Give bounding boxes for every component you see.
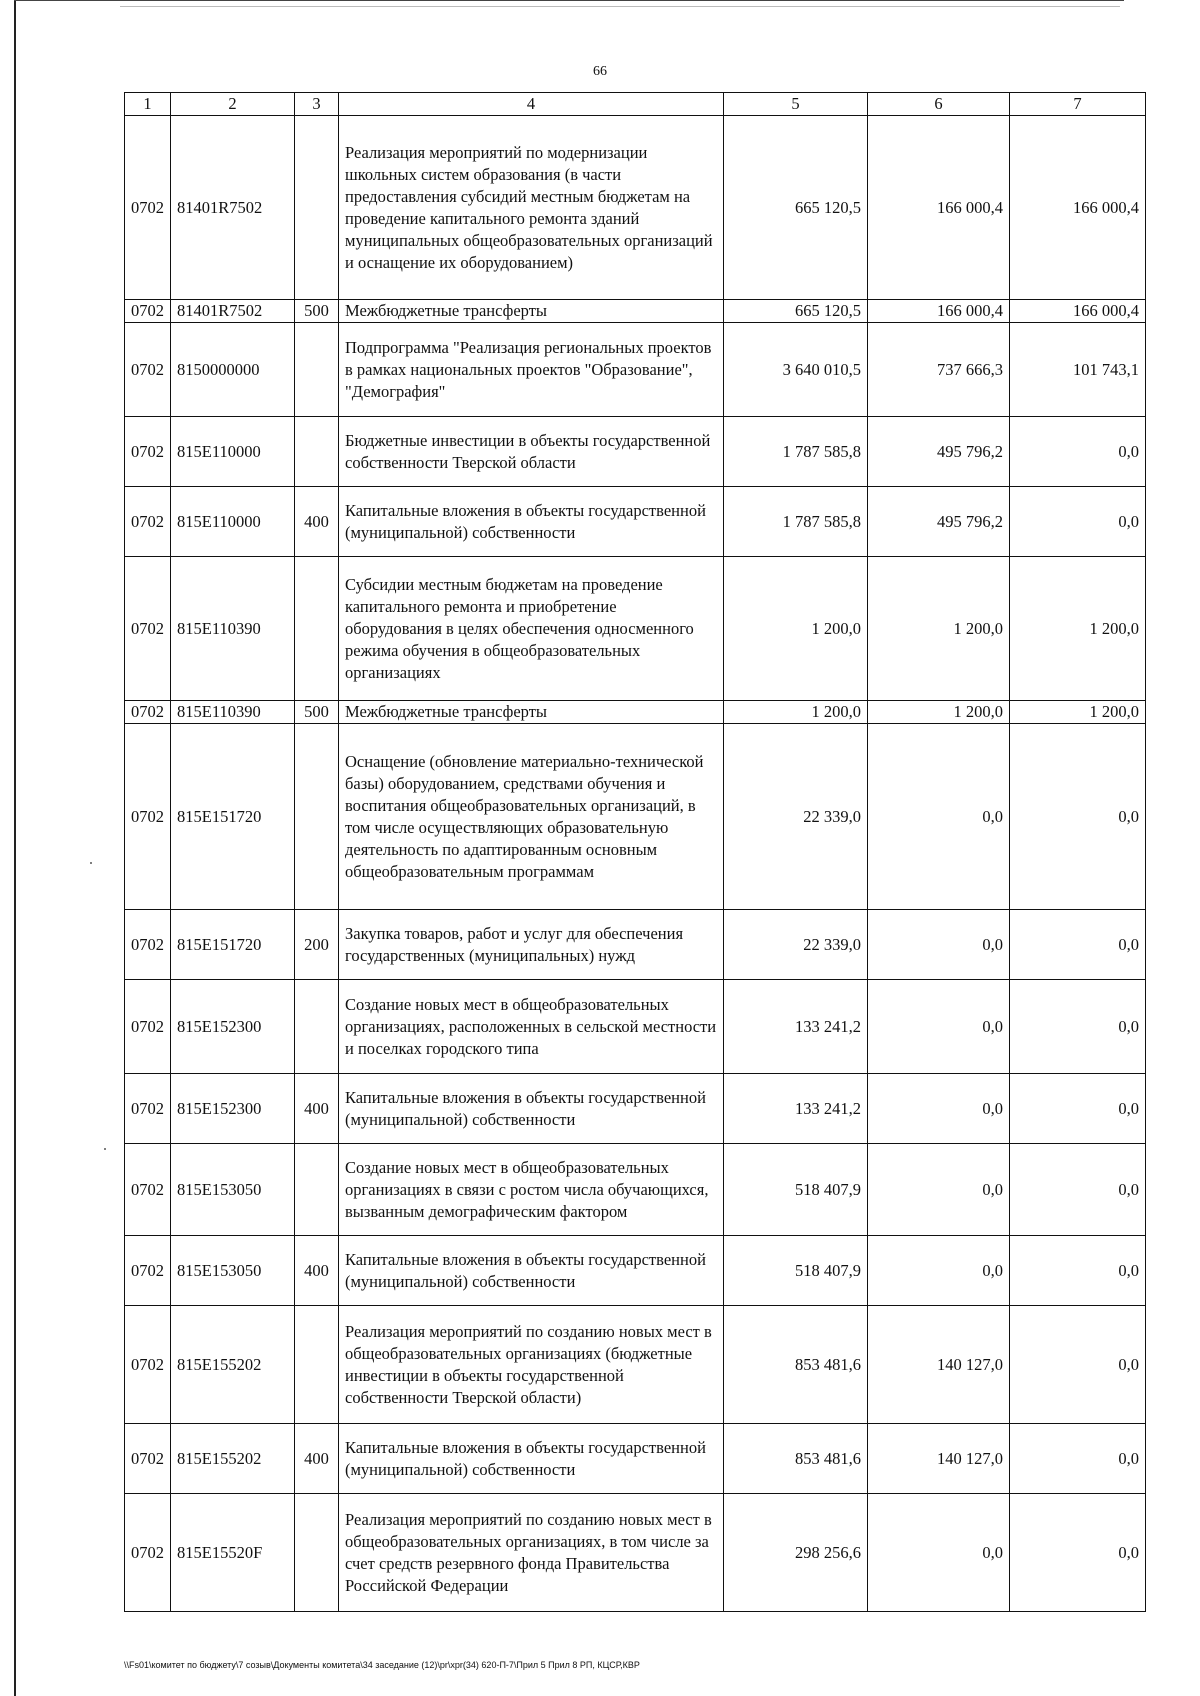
table-row [125,487,1146,557]
table-row [125,980,1146,1074]
header-cell: 1 [125,93,171,116]
scan-top-edge [14,0,1124,1]
item-name-cell: Оснащение (обновление материально-технической базы) оборудованием, средствами обучения и воспитания общеобразовательных организаций, в том числе осуществляющих образовательную деятельность по адаптированным основным общеобразовательным программам [339,724,724,910]
target-code-cell: 8150000000 [171,323,295,417]
amount-col5-cell: 853 481,6 [724,1424,868,1494]
amount-col7-cell: 0,0 [1010,1236,1146,1306]
target-code-cell: 815E152300 [171,1074,295,1144]
amount-col5-cell: 1 200,0 [724,557,868,701]
amount-col7-cell: 0,0 [1010,487,1146,557]
expense-type-cell [295,557,339,701]
target-code-cell: 815E110000 [171,487,295,557]
item-name-cell: Создание новых мест в общеобразовательных организациях, расположенных в сельской местности и поселках городского типа [339,980,724,1074]
amount-col5-cell: 1 787 585,8 [724,487,868,557]
amount-col6-cell: 166 000,4 [868,116,1010,300]
amount-col6-cell: 0,0 [868,1494,1010,1612]
section-code-cell: 0702 [125,1306,171,1424]
section-code-cell: 0702 [125,417,171,487]
target-code-cell: 815E151720 [171,724,295,910]
section-code-cell: 0702 [125,300,171,323]
item-name-cell: Закупка товаров, работ и услуг для обеспечения государственных (муниципальных) нужд [339,910,724,980]
section-code-cell: 0702 [125,910,171,980]
amount-col7-cell: 1 200,0 [1010,701,1146,724]
expense-type-cell [295,323,339,417]
item-name-cell: Реализация мероприятий по созданию новых мест в общеобразовательных организациях, в том числе за счет средств резервного фонда Правительства Российской Федерации [339,1494,724,1612]
expense-type-cell [295,1144,339,1236]
item-name-cell: Создание новых мест в общеобразовательных организациях в связи с ростом числа обучающихся, вызванным демографическим фактором [339,1144,724,1236]
amount-col6-cell: 737 666,3 [868,323,1010,417]
target-code-cell: 815E153050 [171,1236,295,1306]
item-name-cell: Межбюджетные трансферты [339,300,724,323]
item-name-cell: Субсидии местным бюджетам на проведение капитального ремонта и приобретение оборудования в целях обеспечения односменного режима обучения в общеобразовательных организациях [339,557,724,701]
header-cell: 7 [1010,93,1146,116]
amount-col6-cell: 0,0 [868,1074,1010,1144]
section-code-cell: 0702 [125,323,171,417]
scan-speck [104,1148,106,1150]
amount-col5-cell: 665 120,5 [724,116,868,300]
item-name-cell: Межбюджетные трансферты [339,701,724,724]
amount-col6-cell: 495 796,2 [868,417,1010,487]
expense-type-cell [295,724,339,910]
expense-type-cell [295,1494,339,1612]
target-code-cell: 815E110390 [171,557,295,701]
amount-col7-cell: 0,0 [1010,1494,1146,1612]
amount-col5-cell: 853 481,6 [724,1306,868,1424]
amount-col7-cell: 0,0 [1010,417,1146,487]
target-code-cell: 81401R7502 [171,300,295,323]
amount-col6-cell: 0,0 [868,1144,1010,1236]
amount-col5-cell: 1 200,0 [724,701,868,724]
section-code-cell: 0702 [125,1494,171,1612]
amount-col5-cell: 133 241,2 [724,980,868,1074]
expense-type-cell: 400 [295,1074,339,1144]
amount-col6-cell: 166 000,4 [868,300,1010,323]
amount-col5-cell: 665 120,5 [724,300,868,323]
amount-col6-cell: 495 796,2 [868,487,1010,557]
table-row [125,116,1146,300]
scan-top-edge-faint [120,6,1120,7]
scan-speck [90,862,92,864]
page-number: 66 [593,64,607,79]
expense-type-cell [295,980,339,1074]
amount-col5-cell: 518 407,9 [724,1236,868,1306]
section-code-cell: 0702 [125,701,171,724]
expense-type-cell [295,417,339,487]
item-name-cell: Капитальные вложения в объекты государственной (муниципальной) собственности [339,1236,724,1306]
table-row [125,724,1146,910]
file-path-footer: \\Fs01\комитет по бюджету\7 созыв\Документы комитета\34 заседание (12)\pr\xpr(34) 620-П-7\Прил 5 Прил 8 РП, КЦСР,КВР [124,1660,640,1670]
table-row [125,557,1146,701]
amount-col5-cell: 22 339,0 [724,910,868,980]
header-cell: 3 [295,93,339,116]
target-code-cell: 815E155202 [171,1306,295,1424]
item-name-cell: Подпрограмма "Реализация региональных проектов в рамках национальных проектов "Образование", "Демография" [339,323,724,417]
amount-col7-cell: 0,0 [1010,1144,1146,1236]
header-cell: 2 [171,93,295,116]
table-row [125,1236,1146,1306]
amount-col6-cell: 0,0 [868,980,1010,1074]
table-row [125,300,1146,323]
section-code-cell: 0702 [125,1236,171,1306]
amount-col7-cell: 1 200,0 [1010,557,1146,701]
amount-col6-cell: 0,0 [868,910,1010,980]
amount-col7-cell: 0,0 [1010,1424,1146,1494]
header-cell: 5 [724,93,868,116]
item-name-cell: Бюджетные инвестиции в объекты государственной собственности Тверской области [339,417,724,487]
amount-col7-cell: 0,0 [1010,1074,1146,1144]
target-code-cell: 815E110390 [171,701,295,724]
amount-col6-cell: 1 200,0 [868,701,1010,724]
item-name-cell: Капитальные вложения в объекты государственной (муниципальной) собственности [339,487,724,557]
amount-col5-cell: 518 407,9 [724,1144,868,1236]
budget-table [124,92,1146,1612]
amount-col6-cell: 1 200,0 [868,557,1010,701]
table-row [125,1424,1146,1494]
target-code-cell: 815E153050 [171,1144,295,1236]
item-name-cell: Капитальные вложения в объекты государственной (муниципальной) собственности [339,1424,724,1494]
expense-type-cell [295,1306,339,1424]
expense-type-cell: 400 [295,487,339,557]
amount-col6-cell: 0,0 [868,724,1010,910]
expense-type-cell: 400 [295,1424,339,1494]
expense-type-cell [295,116,339,300]
amount-col5-cell: 3 640 010,5 [724,323,868,417]
expense-type-cell: 400 [295,1236,339,1306]
section-code-cell: 0702 [125,487,171,557]
table-row [125,1306,1146,1424]
target-code-cell: 815E15520F [171,1494,295,1612]
amount-col6-cell: 140 127,0 [868,1306,1010,1424]
item-name-cell: Реализация мероприятий по модернизации школьных систем образования (в части предоставления субсидий местным бюджетам на проведение капитального ремонта зданий муниципальных общеобразовательных организаций и оснащение их оборудованием) [339,116,724,300]
item-name-cell: Капитальные вложения в объекты государственной (муниципальной) собственности [339,1074,724,1144]
amount-col7-cell: 0,0 [1010,1306,1146,1424]
table-row [125,323,1146,417]
expense-type-cell: 200 [295,910,339,980]
amount-col7-cell: 166 000,4 [1010,116,1146,300]
target-code-cell: 815E152300 [171,980,295,1074]
section-code-cell: 0702 [125,724,171,910]
amount-col5-cell: 133 241,2 [724,1074,868,1144]
header-cell: 6 [868,93,1010,116]
amount-col5-cell: 1 787 585,8 [724,417,868,487]
section-code-cell: 0702 [125,116,171,300]
header-cell: 4 [339,93,724,116]
item-name-cell: Реализация мероприятий по созданию новых мест в общеобразовательных организациях (бюджетные инвестиции в объекты государственной собственности Тверской области) [339,1306,724,1424]
expense-type-cell: 500 [295,300,339,323]
section-code-cell: 0702 [125,980,171,1074]
target-code-cell: 815E110000 [171,417,295,487]
table-row [125,1144,1146,1236]
table-row [125,1494,1146,1612]
amount-col7-cell: 166 000,4 [1010,300,1146,323]
target-code-cell: 815E151720 [171,910,295,980]
table-row [125,701,1146,724]
table-row [125,417,1146,487]
amount-col5-cell: 22 339,0 [724,724,868,910]
amount-col7-cell: 0,0 [1010,910,1146,980]
amount-col7-cell: 101 743,1 [1010,323,1146,417]
amount-col7-cell: 0,0 [1010,724,1146,910]
target-code-cell: 815E155202 [171,1424,295,1494]
amount-col6-cell: 140 127,0 [868,1424,1010,1494]
header-row [125,93,1146,116]
section-code-cell: 0702 [125,557,171,701]
table-row [125,1074,1146,1144]
expense-type-cell: 500 [295,701,339,724]
amount-col6-cell: 0,0 [868,1236,1010,1306]
amount-col5-cell: 298 256,6 [724,1494,868,1612]
amount-col7-cell: 0,0 [1010,980,1146,1074]
section-code-cell: 0702 [125,1424,171,1494]
section-code-cell: 0702 [125,1074,171,1144]
section-code-cell: 0702 [125,1144,171,1236]
scan-left-edge [14,0,16,1696]
table-row [125,910,1146,980]
target-code-cell: 81401R7502 [171,116,295,300]
